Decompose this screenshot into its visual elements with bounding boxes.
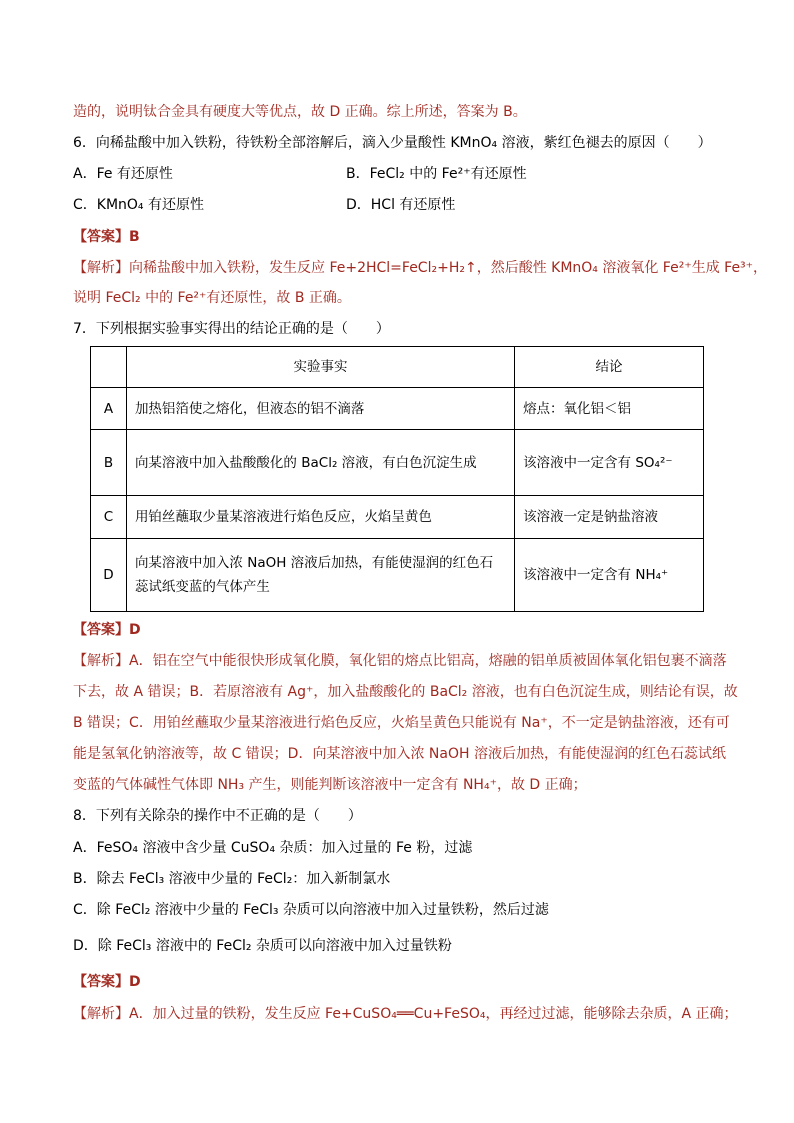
row-conclusion: 该溶液一定是钠盐溶液 <box>515 496 704 539</box>
experiment-table <box>90 346 704 612</box>
row-fact: 向某溶液中加入盐酸酸化的 BaCl₂ 溶液，有白色沉淀生成 <box>126 430 514 496</box>
row-label: A <box>91 388 127 430</box>
header-conclusion: 结论 <box>515 347 704 388</box>
table-row <box>91 430 704 496</box>
row-conclusion: 该溶液中一定含有 SO₄²⁻ <box>515 430 704 496</box>
answer-label: 【答案】B <box>73 229 140 245</box>
text-line: 造的，说明钛合金具有硬度大等优点，故 D 正确。综上所述，答案为 B。 <box>73 104 527 120</box>
option-c: C．KMnO₄ 有还原性 <box>73 197 204 213</box>
question-stem: 6．向稀盐酸中加入铁粉，待铁粉全部溶解后，滴入少量酸性 KMnO₄ 溶液，紫红色褪去的原因（ ） <box>73 135 712 151</box>
option-a: A．FeSO₄ 溶液中含少量 CuSO₄ 杂质：加入过量的 Fe 粉，过滤 <box>73 840 473 856</box>
question-stem: 8．下列有关除杂的操作中不正确的是（ ） <box>73 808 362 824</box>
analysis-line: 【解析】A．铝在空气中能很快形成氧化膜，氧化铝的熔点比铝高，熔融的铝单质被固体氧化铝包裹不滴落 <box>73 653 727 669</box>
answer-label: 【答案】D <box>73 974 141 990</box>
row-fact: 用铂丝蘸取少量某溶液进行焰色反应，火焰呈黄色 <box>126 496 514 539</box>
analysis-line: B 错误；C．用铂丝蘸取少量某溶液进行焰色反应，火焰呈黄色只能说有 Na⁺，不一定是钠盐溶液，还有可 <box>73 715 730 731</box>
option-d: D．除 FeCl₃ 溶液中的 FeCl₂ 杂质可以向溶液中加入过量铁粉 <box>73 938 452 954</box>
analysis-line: 【解析】向稀盐酸中加入铁粉，发生反应 Fe+2HCl=FeCl₂+H₂↑，然后酸性 KMnO₄ 溶液氧化 Fe²⁺生成 Fe³⁺， <box>73 260 768 276</box>
option-d: D．HCl 有还原性 <box>346 197 456 213</box>
analysis-line: 变蓝的气体碱性气体即 NH₃ 产生，则能判断该溶液中一定含有 NH₄⁺，故 D 正确； <box>73 777 587 793</box>
question-stem: 7．下列根据实验事实得出的结论正确的是（ ） <box>73 321 390 337</box>
answer-label: 【答案】D <box>73 622 141 638</box>
option-a: A．Fe 有还原性 <box>73 166 173 182</box>
table-row <box>91 539 704 612</box>
row-fact-line: 向某溶液中加入浓 NaOH 溶液后加热，有能使湿润的红色石 <box>134 555 494 571</box>
analysis-line: 【解析】A．加入过量的铁粉，发生反应 Fe+CuSO₄══Cu+FeSO₄，再经过过滤，能够除去杂质，A 正确； <box>73 1006 738 1022</box>
analysis-line: 下去，故 A 错误；B．若原溶液有 Ag⁺，加入盐酸酸化的 BaCl₂ 溶液，也有白色沉淀生成，则结论有误，故 <box>73 684 738 700</box>
table-row <box>91 496 704 539</box>
row-label: C <box>91 496 127 539</box>
row-fact <box>126 539 514 612</box>
option-b: B．除去 FeCl₃ 溶液中少量的 FeCl₂：加入新制氯水 <box>73 871 391 887</box>
row-label: D <box>91 539 127 612</box>
option-c: C．除 FeCl₂ 溶液中少量的 FeCl₃ 杂质可以向溶液中加入过量铁粉，然后过滤 <box>73 902 549 918</box>
row-conclusion: 熔点：氧化铝＜铝 <box>515 388 704 430</box>
option-b: B．FeCl₂ 中的 Fe²⁺有还原性 <box>346 166 527 182</box>
analysis-line: 说明 FeCl₂ 中的 Fe²⁺有还原性，故 B 正确。 <box>73 290 351 306</box>
row-fact: 加热铝箔使之熔化，但液态的铝不滴落 <box>126 388 514 430</box>
row-conclusion: 该溶液中一定含有 NH₄⁺ <box>515 539 704 612</box>
row-label: B <box>91 430 127 496</box>
table-row <box>91 388 704 430</box>
table-cell <box>91 347 127 388</box>
header-fact: 实验事实 <box>126 347 514 388</box>
row-fact-line: 蕊试纸变蓝的气体产生 <box>134 579 270 595</box>
table-header-row <box>91 347 704 388</box>
analysis-line: 能是氢氧化钠溶液等，故 C 错误；D．向某溶液中加入浓 NaOH 溶液后加热，有能使湿润的红色石蕊试纸 <box>73 746 726 762</box>
